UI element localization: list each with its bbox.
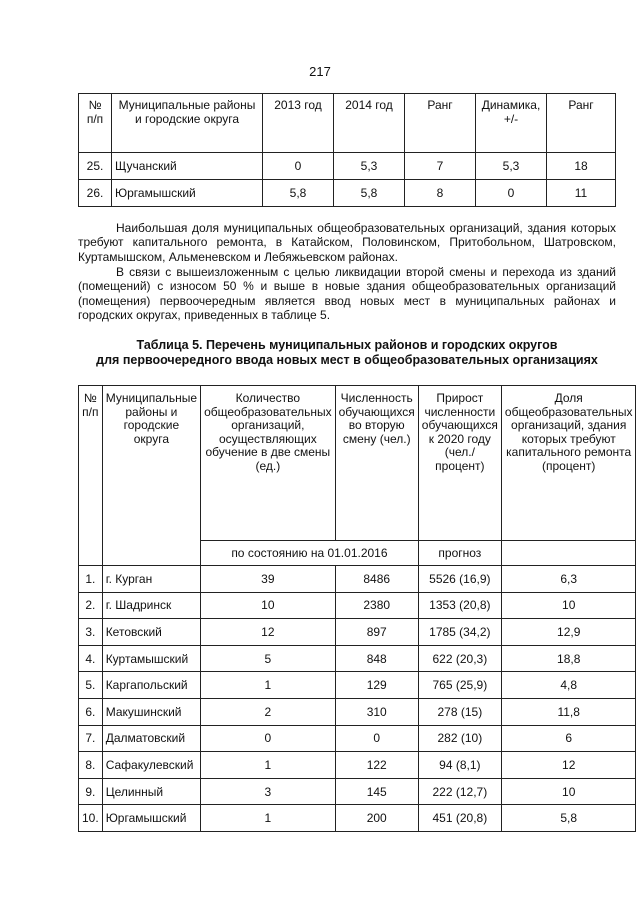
table-cell: 1785 (34,2) [418,619,501,646]
table-cell: 0 [335,725,418,752]
header-rank-2: Ранг [547,94,616,153]
table-cell: 6 [501,725,636,752]
table-cell: 5,3 [476,153,547,180]
table-row [79,619,636,646]
table-cell: 2 [201,698,336,725]
table-cell: 6,3 [501,566,636,593]
table-cell: 12,9 [501,619,636,646]
table-cell: 200 [335,805,418,832]
table-cell: 2. [79,592,103,619]
table-cell: 10 [501,592,636,619]
table-cell: Целинный [102,778,200,805]
table-cell: 7. [79,725,103,752]
table-cell: 451 (20,8) [418,805,501,832]
header-2014: 2014 год [334,94,405,153]
table-ratings [78,93,616,207]
t5-header-number: № п/п [79,386,103,566]
table-cell: Далматовский [102,725,200,752]
table-row [79,645,636,672]
table-cell: 282 (10) [418,725,501,752]
table-cell: Сафакулевский [102,752,200,779]
paragraph-capital-repair: Наибольшая доля муниципальных общеобразовательных организаций, здания которых требуют капитального ремонта, в Катайском, Половинском, Притобольном, Шатровском, Куртамышском, Альменевском и Лебяжьевском районах. [78,221,616,264]
table-row [79,180,616,207]
table-cell: Каргапольский [102,672,200,699]
table-cell: Макушинский [102,698,200,725]
table-cell: 1 [201,672,336,699]
table-row [79,725,636,752]
t5-subheader-forecast: прогноз [418,541,501,566]
header-district: Муниципальные районы и городские округа [112,94,263,153]
table-cell: 6. [79,698,103,725]
table-cell: Кетовский [102,619,200,646]
table-cell: 94 (8,1) [418,752,501,779]
table-cell: 10. [79,805,103,832]
table-cell: 8. [79,752,103,779]
table-cell: 18,8 [501,645,636,672]
table-cell: 4,8 [501,672,636,699]
table-cell: 145 [335,778,418,805]
table-cell: 897 [335,619,418,646]
paragraph-new-places: В связи с вышеизложенным с целью ликвидации второй смены и перехода из зданий (помещений) с износом 50 % и выше в новые здания общеобразовательных организаций (помещения) первоочередным является ввод новых мест в муниципальных районах и городских округах, приведенных в таблице 5. [78,265,616,323]
table-row [79,566,636,593]
page-number: 217 [309,64,331,79]
table-cell: 0 [263,153,334,180]
table-cell: Куртамышский [102,645,200,672]
table-cell: 0 [201,725,336,752]
table-cell: 3. [79,619,103,646]
table-cell: 765 (25,9) [418,672,501,699]
table5-title [78,338,616,368]
table-cell: 18 [547,153,616,180]
table-cell: 12 [201,619,336,646]
table-cell: Юргамышский [112,180,263,207]
table-row [79,153,616,180]
table-cell: 12 [501,752,636,779]
table-cell: 10 [201,592,336,619]
table-cell: 5,8 [334,180,405,207]
header-dynamics: Динамика, +/- [476,94,547,153]
table-cell: 10 [501,778,636,805]
table5-title-line2: для первоочередного ввода новых мест в общеобразовательных организациях [96,353,598,367]
table-row [79,805,636,832]
table-cell: 278 (15) [418,698,501,725]
table-cell: 129 [335,672,418,699]
table-row [79,698,636,725]
table5 [78,385,636,832]
table-cell: 11,8 [501,698,636,725]
t5-header-district: Муниципальные районы и городские округа [102,386,200,566]
table-cell: 9. [79,778,103,805]
table-cell: 222 (12,7) [418,778,501,805]
table-cell: 5526 (16,9) [418,566,501,593]
table-row [79,778,636,805]
table-cell: 622 (20,3) [418,645,501,672]
table-cell: 0 [476,180,547,207]
table-cell: 5 [201,645,336,672]
table-cell: 1 [201,752,336,779]
table-header-row [79,94,616,153]
t5-header-second-shift-students: Численность обучающихся во вторую смену (чел.) [335,386,418,541]
table-cell: 5. [79,672,103,699]
table-cell: 848 [335,645,418,672]
table-cell: 310 [335,698,418,725]
table-cell: Щучанский [112,153,263,180]
table-cell: 26. [79,180,112,207]
t5-subheader-as-of-date: по состоянию на 01.01.2016 [201,541,419,566]
table-cell: 7 [405,153,476,180]
table-cell: 1353 (20,8) [418,592,501,619]
table-cell: 5,8 [263,180,334,207]
table-cell: 1. [79,566,103,593]
table-row [79,592,636,619]
table-cell: 4. [79,645,103,672]
table-cell: г. Курган [102,566,200,593]
table-cell: 8486 [335,566,418,593]
table-cell: 8 [405,180,476,207]
table5-header-row [79,386,636,541]
table-row [79,672,636,699]
t5-subheader-empty [501,541,636,566]
table-cell: 122 [335,752,418,779]
header-number: № п/п [79,94,112,153]
table-cell: 39 [201,566,336,593]
t5-header-growth-2020: Прирост численности обучающихся к 2020 году (чел./процент) [418,386,501,541]
table-cell: Юргамышский [102,805,200,832]
header-rank: Ранг [405,94,476,153]
table5-title-line1: Таблица 5. Перечень муниципальных районов и городских округов [136,338,558,352]
table-cell: 5,3 [334,153,405,180]
table-cell: г. Шадринск [102,592,200,619]
table-cell: 2380 [335,592,418,619]
table-cell: 11 [547,180,616,207]
t5-header-schools-two-shifts: Количество общеобразовательных организаций, осуществляющих обучение в две смены (ед.) [201,386,336,541]
header-2013: 2013 год [263,94,334,153]
table-row [79,752,636,779]
table-cell: 25. [79,153,112,180]
table-cell: 5,8 [501,805,636,832]
t5-header-repair-share: Доля общеобразовательных организаций, здания которых требуют капитального ремонта (процент) [501,386,636,541]
table-cell: 3 [201,778,336,805]
table-cell: 1 [201,805,336,832]
